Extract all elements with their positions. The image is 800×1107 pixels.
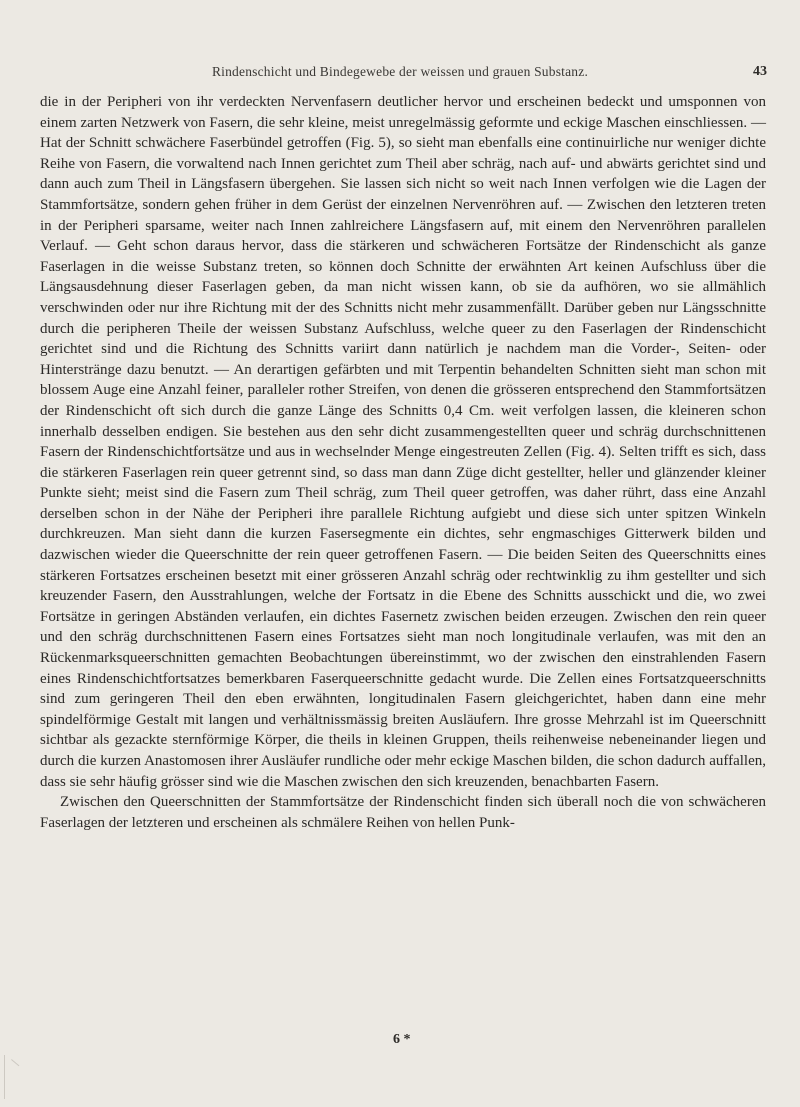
body-text [40, 92, 766, 833]
page-edge-mark [4, 1055, 17, 1099]
running-head [0, 64, 800, 84]
paragraph-1: die in der Peripheri von ihr verdeckten Nervenfasern deutlicher hervor und erscheinen bedeckt und umsponnen von einem zarten Netzwerk von Fasern, die sehr kleine, meist unregelmässig geformte und eckige Maschen einschliessen. — Hat der Schnitt schwächere Faserbündel getroffen (Fig. 5), so sieht man ebenfalls eine continuirliche nur weniger dichte Reihe von Fasern, die vorwaltend nach Innen gerichtet zum Theil aber schräg, nach auf- und abwärts gerichtet sind und dann auch zum Theil in Längsfasern übergehen. Sie lassen sich nicht so weit nach Innen verfolgen wie die Lagen der Stammfortsätze, sondern gehen früher in dem Gerüst der einzelnen Nervenröhren auf. — Zwischen den letzteren treten in der Peripheri sparsame, weiter nach Innen zahlreichere Längsfasern auf, mit einem den Nervenröhren parallelen Verlauf. — Geht schon daraus hervor, dass die stärkeren und schwächeren Fortsätze der Rindenschicht als ganze Faserlagen in die weisse Substanz treten, so können doch Schnitte der erwähnten Art keinen Aufschluss über die Längsausdehnung dieser Faserlagen geben, da man nicht wissen kann, ob sie da aufhören, wo sie allmählich verschwinden oder nur ihre Richtung mit der des Schnitts nicht mehr zusammenfällt. Darüber geben nur Längsschnitte durch die peripheren Theile der weissen Substanz Aufschluss, welche queer zu den Faserlagen der Rindenschicht gerichtet sind und die Richtung des Schnitts variirt dann natürlich je nachdem man die Vorder-, Seiten- oder Hinterstränge dazu benutzt. — An derartigen gefärbten und mit Terpentin behandelten Schnitten sieht man schon mit blossem Auge eine Anzahl feiner, paralleler rother Streifen, von denen die grösseren entsprechend den Stammfortsätzen der Rindenschicht oft sich durch die ganze Länge des Schnitts 0,4 Cm. weit verfolgen lassen, die kleineren schon innerhalb desselben endigen. Sie bestehen aus den sehr dicht zusammengestellten queer und schräg durchschnittenen Fasern der Rindenschichtfortsätze und aus in wechselnder Menge eingestreuten Zellen (Fig. 4). Selten trifft es sich, dass die stärkeren Faserlagen rein queer getrennt sind, so dass man dann Züge dicht gestellter, heller und glänzender kleiner Punkte sieht; meist sind die Fasern zum Theil schräg, zum Theil queer getroffen, was daher rührt, dass eine Anzahl derselben schon in der Nähe der Peripheri ihre parallele Richtung aufgiebt und diese sich unter spitzen Winkeln durchkreuzen. Man sieht dann die kurzen Fasersegmente ein dichtes, sehr engmaschiges Gitterwerk bilden und dazwischen wieder die Queerschnitte der rein queer getroffenen Fasern. — Die beiden Seiten des Queerschnitts eines stärkeren Fortsatzes erscheinen besetzt mit einer grösseren Anzahl schräg oder rechtwinklig zu ihm gestellter und sich kreuzender Fasern, den Ausstrahlungen, welche der Fortsatz in die Ebene des Schnitts ausschickt und die, wo zwei Fortsätze in geringen Abständen verlaufen, ein dichtes Fasernetz zwischen beiden erzeugen. Zwischen den rein queer und den schräg durchschnittenen Fasern eines Fortsatzes sieht man noch longitudinale verlaufen, was mit den an Rückenmarksqueerschnitten gemachten Beobachtungen übereinstimmt, wo der zwischen den einstrahlenden Fasern eines Rindenschichtfortsatzes bemerkbaren Faserqueerschnitte gedacht wurde. Die Zellen eines Fortsatzqueerschnitts sind zum geringeren Theil den eben erwähnten, longitudinalen Fasern gleichgerichtet, haben dann eine mehr spindelförmige Gestalt mit langen und verhältnissmässig breiten Ausläufern. Ihre grosse Mehrzahl ist im Queerschnitt sichtbar als gezackte sternförmige Körper, die theils in kleinen Gruppen, theils reihenweise nebeneinander liegen und durch die kurzen Anastomosen ihrer Ausläufer rundliche oder mehr eckige Maschen bilden, die schon dadurch auffallen, dass sie sehr häufig grösser sind wie die Maschen zwischen den sich kreuzenden, benachbarten Fasern. [40, 94, 766, 790]
page-number: 43 [753, 64, 767, 79]
running-title: Rindenschicht und Bindegewebe der weissen und grauen Substanz. [211, 64, 589, 79]
signature-mark: 6 * [393, 1032, 411, 1047]
paragraph-2: Zwischen den Queerschnitten der Stammfortsätze der Rindenschicht finden sich überall noch die von schwächeren Faserlagen der letzteren und erscheinen als schmälere Reihen von hellen Punk- [40, 794, 766, 831]
